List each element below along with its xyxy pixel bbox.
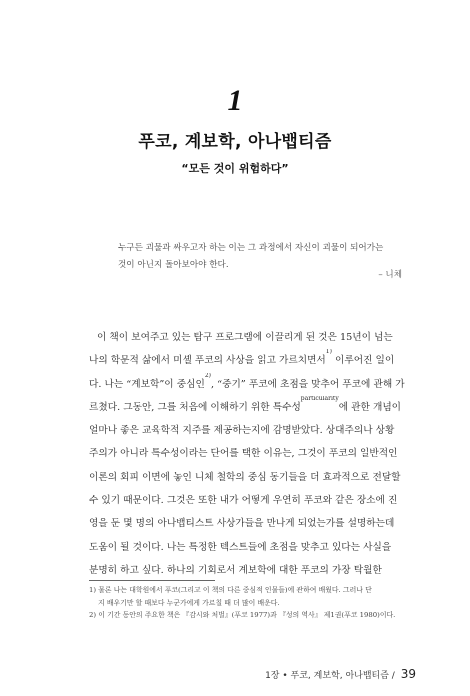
body-line: 분명히 하고 싶다. 하나의 기회로서 계보학에 대한 푸코의 가장 탁월한: [89, 564, 382, 576]
body-line-text: 이루어진 일이: [331, 355, 395, 367]
body-line: 수 있기 때문이다. 그것은 또한 내가 어떻게 우연히 푸코와 같은 장소에 진: [89, 495, 398, 507]
chapter-title: 푸코, 계보학, 아나뱁티즘: [138, 132, 332, 152]
chapter-subtitle: “모든 것이 위험하다”: [181, 162, 289, 175]
epigraph-line: 것이 아닌지 돌아보아야 한다.: [118, 260, 229, 270]
chapter-number: 1: [227, 84, 243, 117]
body-line: 얼마나 좋은 교육학적 지주를 제공하는지에 감명받았다. 상대주의나 상황: [89, 425, 395, 437]
footnote-ref-1[interactable]: 1): [325, 349, 332, 356]
footnotes: [89, 584, 425, 622]
body-line: 영을 둔 몇 명의 아나뱁티스트 사상가들을 만나게 되었는가를 설명하는데: [89, 518, 395, 530]
footnote-divider: [89, 580, 215, 581]
page-footer: [265, 667, 416, 681]
body-line-text: 르쳤다. 그동안, 그를 처음에 이해하기 위한 특수성: [89, 401, 301, 413]
body-line-text: , “중기” 푸코에 초점을 맞추어 푸코에 관해 가: [210, 378, 405, 390]
page-number: 39: [400, 667, 416, 681]
body-line: 이 책이 보여주고 있는 탐구 프로그램에 이끌리게 된 것은 15년이 넘는: [97, 332, 393, 343]
body-line-text: 다. 나는 “계보학”이 중심인: [89, 378, 205, 390]
footer-separator: /: [391, 671, 395, 681]
body-paragraph: [89, 326, 417, 582]
body-line: [89, 396, 417, 419]
body-line-text: 나의 학문적 삶에서 미셸 푸코의 사상을 읽고 가르치면서: [89, 355, 326, 367]
body-line: [89, 349, 417, 372]
body-line: [89, 373, 417, 396]
footnote-ref-2[interactable]: 2): [204, 372, 211, 379]
body-line: 도움이 될 것이다. 나는 특정한 텍스트들에 초점을 맞추고 있다는 사실을: [89, 541, 392, 553]
body-line-text: 에 관한 개념이: [338, 401, 402, 413]
running-head: 1장 • 푸코, 계보학, 아나뱁티즘: [265, 671, 389, 681]
epigraph-author: – 니체: [378, 270, 402, 280]
epigraph: [118, 240, 410, 274]
body-line: 이론의 회피 이면에 놓인 니체 철학의 중심 동기들을 더 효과적으로 전달할: [89, 471, 401, 483]
footnote-2: 2) 이 기간 동안의 주요한 책은 『감시와 처벌』(푸코 1977)과 『성의 역사』 제1권(푸코 1980)이다.: [89, 611, 396, 619]
body-line: 주의가 아니라 특수성이라는 단어를 택한 이유는, 그것이 푸코의 일반적인: [89, 448, 398, 460]
footnote-1-continued: 지 배우기만 할 때보다 누군가에게 가르칠 때 더 많이 배운다.: [98, 598, 280, 607]
footnote-1: 1) 물론 나는 대학원에서 푸코(그리고 이 책의 다른 중심적 인물들)에 관하여 배웠다. 그러나 단: [89, 586, 372, 594]
particularity-gloss: particularity: [300, 395, 339, 402]
epigraph-line: 누구든 괴물과 싸우고자 하는 이는 그 과정에서 자신이 괴물이 되어가는: [118, 243, 384, 253]
